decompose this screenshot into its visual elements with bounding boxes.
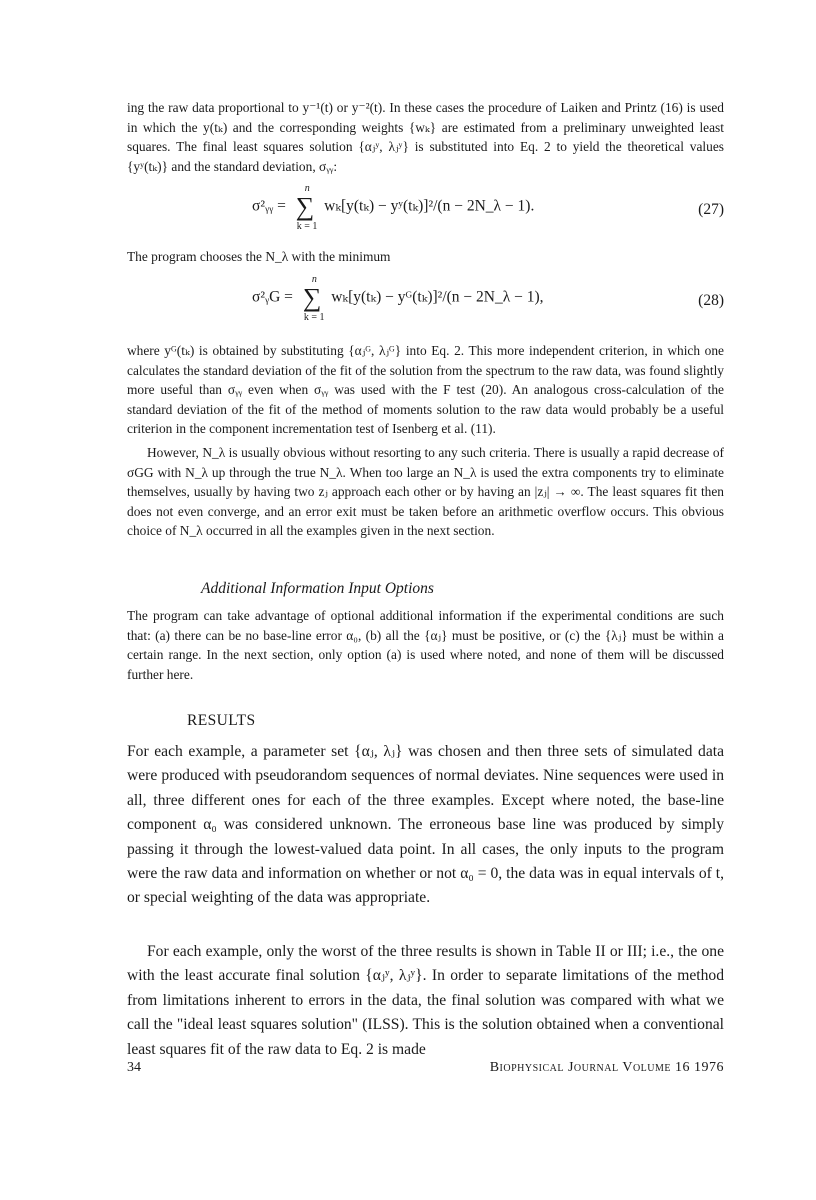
section-heading-additional-information: Additional Information Input Options — [201, 580, 434, 597]
paragraph-6: For each example, a parameter set {αⱼ, λⱼ} was chosen and then three sets of simulated data were produced with pseudorandom sequences of normal deviates. Nine sequences were used in all, three different ones for each of the three examples. Except where noted, the base-line component α₀ was considered unknown. The erroneous base line was produced by simply passing it through the lowest-valued data point. In all cases, the only inputs to the program were the raw data and information on whether or not α₀ = 0, the data was in equal intervals of t, or special weighting of the data was appropriate. — [127, 743, 724, 907]
paragraph-3: where yᴳ(tₖ) is obtained by substituting {αⱼᴳ, λⱼᴳ} into Eq. 2. This more independent criterion, in which one calculates the standard deviation of the fit of the solution from the spectrum to the raw data, was found slightly more useful than σᵧᵧ even when σᵧᵧ was used with the F test (20). An analogous cross-calculation of the standard deviation of the fit of the method of moments solution to the raw data would probably be a useful criterion in the component incrementation test of Isenberg et al. (11). — [127, 343, 724, 437]
summation-28: ∑ n k = 1 — [302, 274, 325, 323]
paragraph-2: The program chooses the N_λ with the minimum — [127, 249, 391, 264]
paragraph-5: The program can take advantage of optional additional information if the experimental conditions are such that: (a) there can be no base-line error α₀, (b) all the {αⱼ} must be positive, or (c) the {λⱼ} must be within a certain range. In the next section, only option (a) is used where noted, and none of them will be discussed further here. — [127, 608, 724, 682]
journal-citation: Biophysical Journal Volume 16 1976 — [489, 1060, 724, 1075]
equation-28-number: (28) — [698, 292, 724, 309]
equation-28 — [127, 274, 724, 323]
summation-27: ∑ n k = 1 — [295, 183, 318, 232]
paragraph-7: For each example, only the worst of the three results is shown in Table II or III; i.e., the one with the least accurate final solution {αⱼʸ, λⱼʸ}. In order to separate limitations of the method from limitations inherent to errors in the data, the final solution was compared with what we call the "ideal least squares solution" (ILSS). This is the solution obtained when a conventional least squares fit of the raw data to Eq. 2 is made — [127, 943, 724, 1058]
paragraph-1: ing the raw data proportional to y⁻¹(t) or y⁻²(t). In these cases the procedure of Laiken and Printz (16) is used in which the y(tₖ) and the corresponding weights {wₖ} are estimated from a preliminary unweighted least squares. The final least squares solution {αⱼʸ, λⱼʸ} is substituted into Eq. 2 to yield the theoretical values {yʸ(tₖ)} and the standard deviation, σᵧᵧ: — [127, 100, 724, 174]
paragraph-4: However, N_λ is usually obvious without resorting to any such criteria. There is usually a rapid decrease of σGG with N_λ up through the true N_λ. When too large an N_λ is used the extra components try to eliminate themselves, usually by having two zⱼ approach each other or by having an |zⱼ| → ∞. The least squares fit then does not even converge, and an error exit must be taken before an arithmetic overflow occurs. This obvious choice of N_λ occurred in all the examples given in the next section. — [127, 445, 724, 539]
page-number: 34 — [127, 1060, 141, 1075]
equation-27 — [127, 183, 724, 232]
section-heading-results: RESULTS — [187, 712, 256, 729]
equation-27-lhs: σ²ᵧᵧ = — [252, 197, 286, 215]
equation-27-number: (27) — [698, 201, 724, 218]
equation-28-rhs: wₖ[y(tₖ) − yᴳ(tₖ)]²/(n − 2N_λ − 1), — [331, 288, 544, 306]
equation-28-lhs: σ²ᵧG = — [252, 288, 293, 306]
equation-27-rhs: wₖ[y(tₖ) − yʸ(tₖ)]²/(n − 2N_λ − 1). — [324, 197, 535, 215]
